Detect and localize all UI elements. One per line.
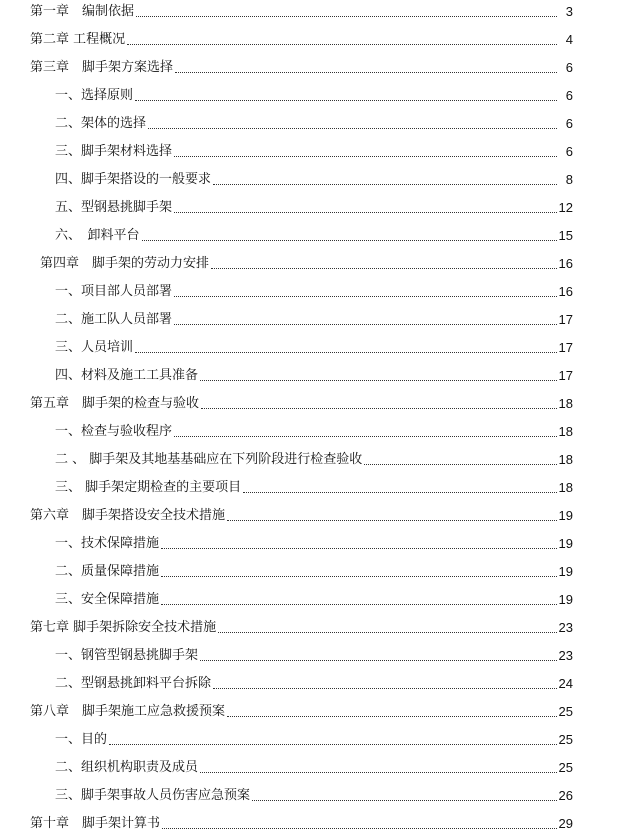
toc-dot-leader	[213, 184, 557, 185]
toc-entry-title: 第八章 脚手架施工应急救援预案	[30, 704, 226, 719]
toc-entry-title: 三、脚手架材料选择	[55, 144, 173, 159]
toc-entry-title: 一、选择原则	[55, 88, 134, 103]
toc-dot-leader	[174, 324, 557, 325]
toc-entry-title: 一、钢管型钢悬挑脚手架	[55, 648, 199, 663]
toc-entry-title: 一、目的	[55, 732, 108, 747]
toc-entry-title: 二、施工队人员部署	[55, 312, 173, 327]
toc-page-number: 24	[558, 676, 573, 691]
toc-page-number: 19	[558, 592, 573, 607]
toc-page-number: 4	[565, 32, 573, 47]
toc-dot-leader	[174, 296, 557, 297]
toc-entry[interactable]	[55, 560, 573, 580]
toc-entry[interactable]	[55, 84, 573, 104]
toc-entry[interactable]	[55, 672, 573, 692]
toc-entry[interactable]	[55, 112, 573, 132]
toc-dot-leader	[162, 828, 557, 829]
toc-entry-title: 第三章 脚手架方案选择	[30, 60, 174, 75]
toc-dot-leader	[142, 240, 557, 241]
toc-entry[interactable]	[30, 616, 573, 636]
toc-entry-title: 二 、 脚手架及其地基基础应在下列阶段进行检查验收	[55, 452, 363, 467]
toc-entry-title: 二、质量保障措施	[55, 564, 160, 579]
toc-page-number: 19	[558, 536, 573, 551]
toc-entry-title: 三、人员培训	[55, 340, 134, 355]
toc-page-number: 23	[558, 648, 573, 663]
toc-page-number: 23	[558, 620, 573, 635]
toc-page-number: 6	[565, 116, 573, 131]
toc-entry-title: 二、组织机构职责及成员	[55, 760, 199, 775]
toc-entry[interactable]	[30, 0, 573, 20]
toc-entry[interactable]	[30, 700, 573, 720]
toc-entry[interactable]	[55, 364, 573, 384]
toc-page-number: 8	[565, 172, 573, 187]
toc-entry[interactable]	[55, 476, 573, 496]
toc-page-number: 6	[565, 60, 573, 75]
toc-dot-leader	[227, 520, 557, 521]
toc-page-number: 19	[558, 564, 573, 579]
toc-entry[interactable]	[55, 308, 573, 328]
toc-dot-leader	[174, 436, 557, 437]
toc-page-number: 16	[558, 256, 573, 271]
toc-entry[interactable]	[55, 588, 573, 608]
toc-entry-title: 三、安全保障措施	[55, 592, 160, 607]
toc-page-number: 17	[558, 368, 573, 383]
toc-entry[interactable]	[55, 420, 573, 440]
toc-entry-title: 六、 卸料平台	[55, 228, 140, 243]
toc-dot-leader	[161, 576, 557, 577]
toc-dot-leader	[213, 688, 557, 689]
toc-entry[interactable]	[30, 504, 573, 524]
toc-entry-title: 一、技术保障措施	[55, 536, 160, 551]
toc-entry[interactable]	[55, 336, 573, 356]
toc-entry[interactable]	[30, 56, 573, 76]
toc-entry-title: 三、 脚手架定期检查的主要项目	[55, 480, 242, 495]
toc-page-number: 18	[558, 480, 573, 495]
toc-dot-leader	[135, 100, 557, 101]
toc-page-number: 25	[558, 760, 573, 775]
toc-entry[interactable]	[55, 728, 573, 748]
toc-page-number: 29	[558, 816, 573, 831]
toc-dot-leader	[201, 408, 557, 409]
toc-entry-title: 三、脚手架事故人员伤害应急预案	[55, 788, 251, 803]
toc-entry-title: 第十章 脚手架计算书	[30, 816, 161, 831]
toc-entry[interactable]	[30, 28, 573, 48]
toc-entry-title: 二、型钢悬挑卸料平台拆除	[55, 676, 212, 691]
toc-entry[interactable]	[30, 812, 573, 832]
toc-page-number: 17	[558, 312, 573, 327]
toc-entry-title: 第六章 脚手架搭设安全技术措施	[30, 508, 226, 523]
toc-entry[interactable]	[55, 532, 573, 552]
toc-entry-title: 第七章 脚手架拆除安全技术措施	[30, 620, 217, 635]
toc-entry[interactable]	[40, 252, 573, 272]
toc-dot-leader	[148, 128, 557, 129]
toc-entry[interactable]	[55, 140, 573, 160]
toc-page-number: 25	[558, 732, 573, 747]
toc-entry[interactable]	[55, 756, 573, 776]
toc-page-number: 18	[558, 452, 573, 467]
toc-entry-title: 一、检查与验收程序	[55, 424, 173, 439]
toc-page-number: 12	[558, 200, 573, 215]
toc-page-number: 26	[558, 788, 573, 803]
toc-dot-leader	[218, 632, 556, 633]
toc-entry[interactable]	[55, 644, 573, 664]
toc-page-number: 6	[565, 88, 573, 103]
toc-entry[interactable]	[55, 448, 573, 468]
toc-dot-leader	[175, 72, 557, 73]
toc-page-number: 6	[565, 144, 573, 159]
toc-page-number: 25	[558, 704, 573, 719]
toc-dot-leader	[161, 548, 557, 549]
toc-dot-leader	[136, 16, 557, 17]
toc-entry[interactable]	[55, 196, 573, 216]
toc-page-number: 17	[558, 340, 573, 355]
toc-dot-leader	[227, 716, 557, 717]
toc-dot-leader	[174, 156, 557, 157]
toc-entry[interactable]	[55, 224, 573, 244]
toc-dot-leader	[200, 772, 557, 773]
toc-entry-title: 二、架体的选择	[55, 116, 147, 131]
toc-page-number: 3	[565, 4, 573, 19]
toc-dot-leader	[252, 800, 557, 801]
toc-dot-leader	[200, 380, 557, 381]
toc-entry[interactable]	[55, 168, 573, 188]
toc-dot-leader	[109, 744, 557, 745]
toc-entry-title: 一、项目部人员部署	[55, 284, 173, 299]
toc-entry-title: 第四章 脚手架的劳动力安排	[40, 256, 210, 271]
toc-dot-leader	[127, 44, 557, 45]
toc-page-number: 18	[558, 396, 573, 411]
toc-entry-title: 第五章 脚手架的检查与验收	[30, 396, 200, 411]
toc-entry[interactable]	[55, 784, 573, 804]
toc-page-number: 19	[558, 508, 573, 523]
toc-entry-title: 四、脚手架搭设的一般要求	[55, 172, 212, 187]
toc-dot-leader	[211, 268, 557, 269]
toc-entry-title: 第二章 工程概况	[30, 32, 126, 47]
toc-entry[interactable]	[55, 280, 573, 300]
toc-dot-leader	[243, 492, 556, 493]
toc-entry[interactable]	[30, 392, 573, 412]
toc-entry-title: 五、型钢悬挑脚手架	[55, 200, 173, 215]
toc-page-number: 16	[558, 284, 573, 299]
toc-dot-leader	[200, 660, 557, 661]
toc-dot-leader	[135, 352, 557, 353]
toc-page-number: 15	[558, 228, 573, 243]
toc-dot-leader	[174, 212, 557, 213]
toc-entry-title: 四、材料及施工工具准备	[55, 368, 199, 383]
toc-dot-leader	[161, 604, 557, 605]
toc-page-number: 18	[558, 424, 573, 439]
toc-dot-leader	[364, 464, 556, 465]
toc-entry-title: 第一章 编制依据	[30, 4, 135, 19]
